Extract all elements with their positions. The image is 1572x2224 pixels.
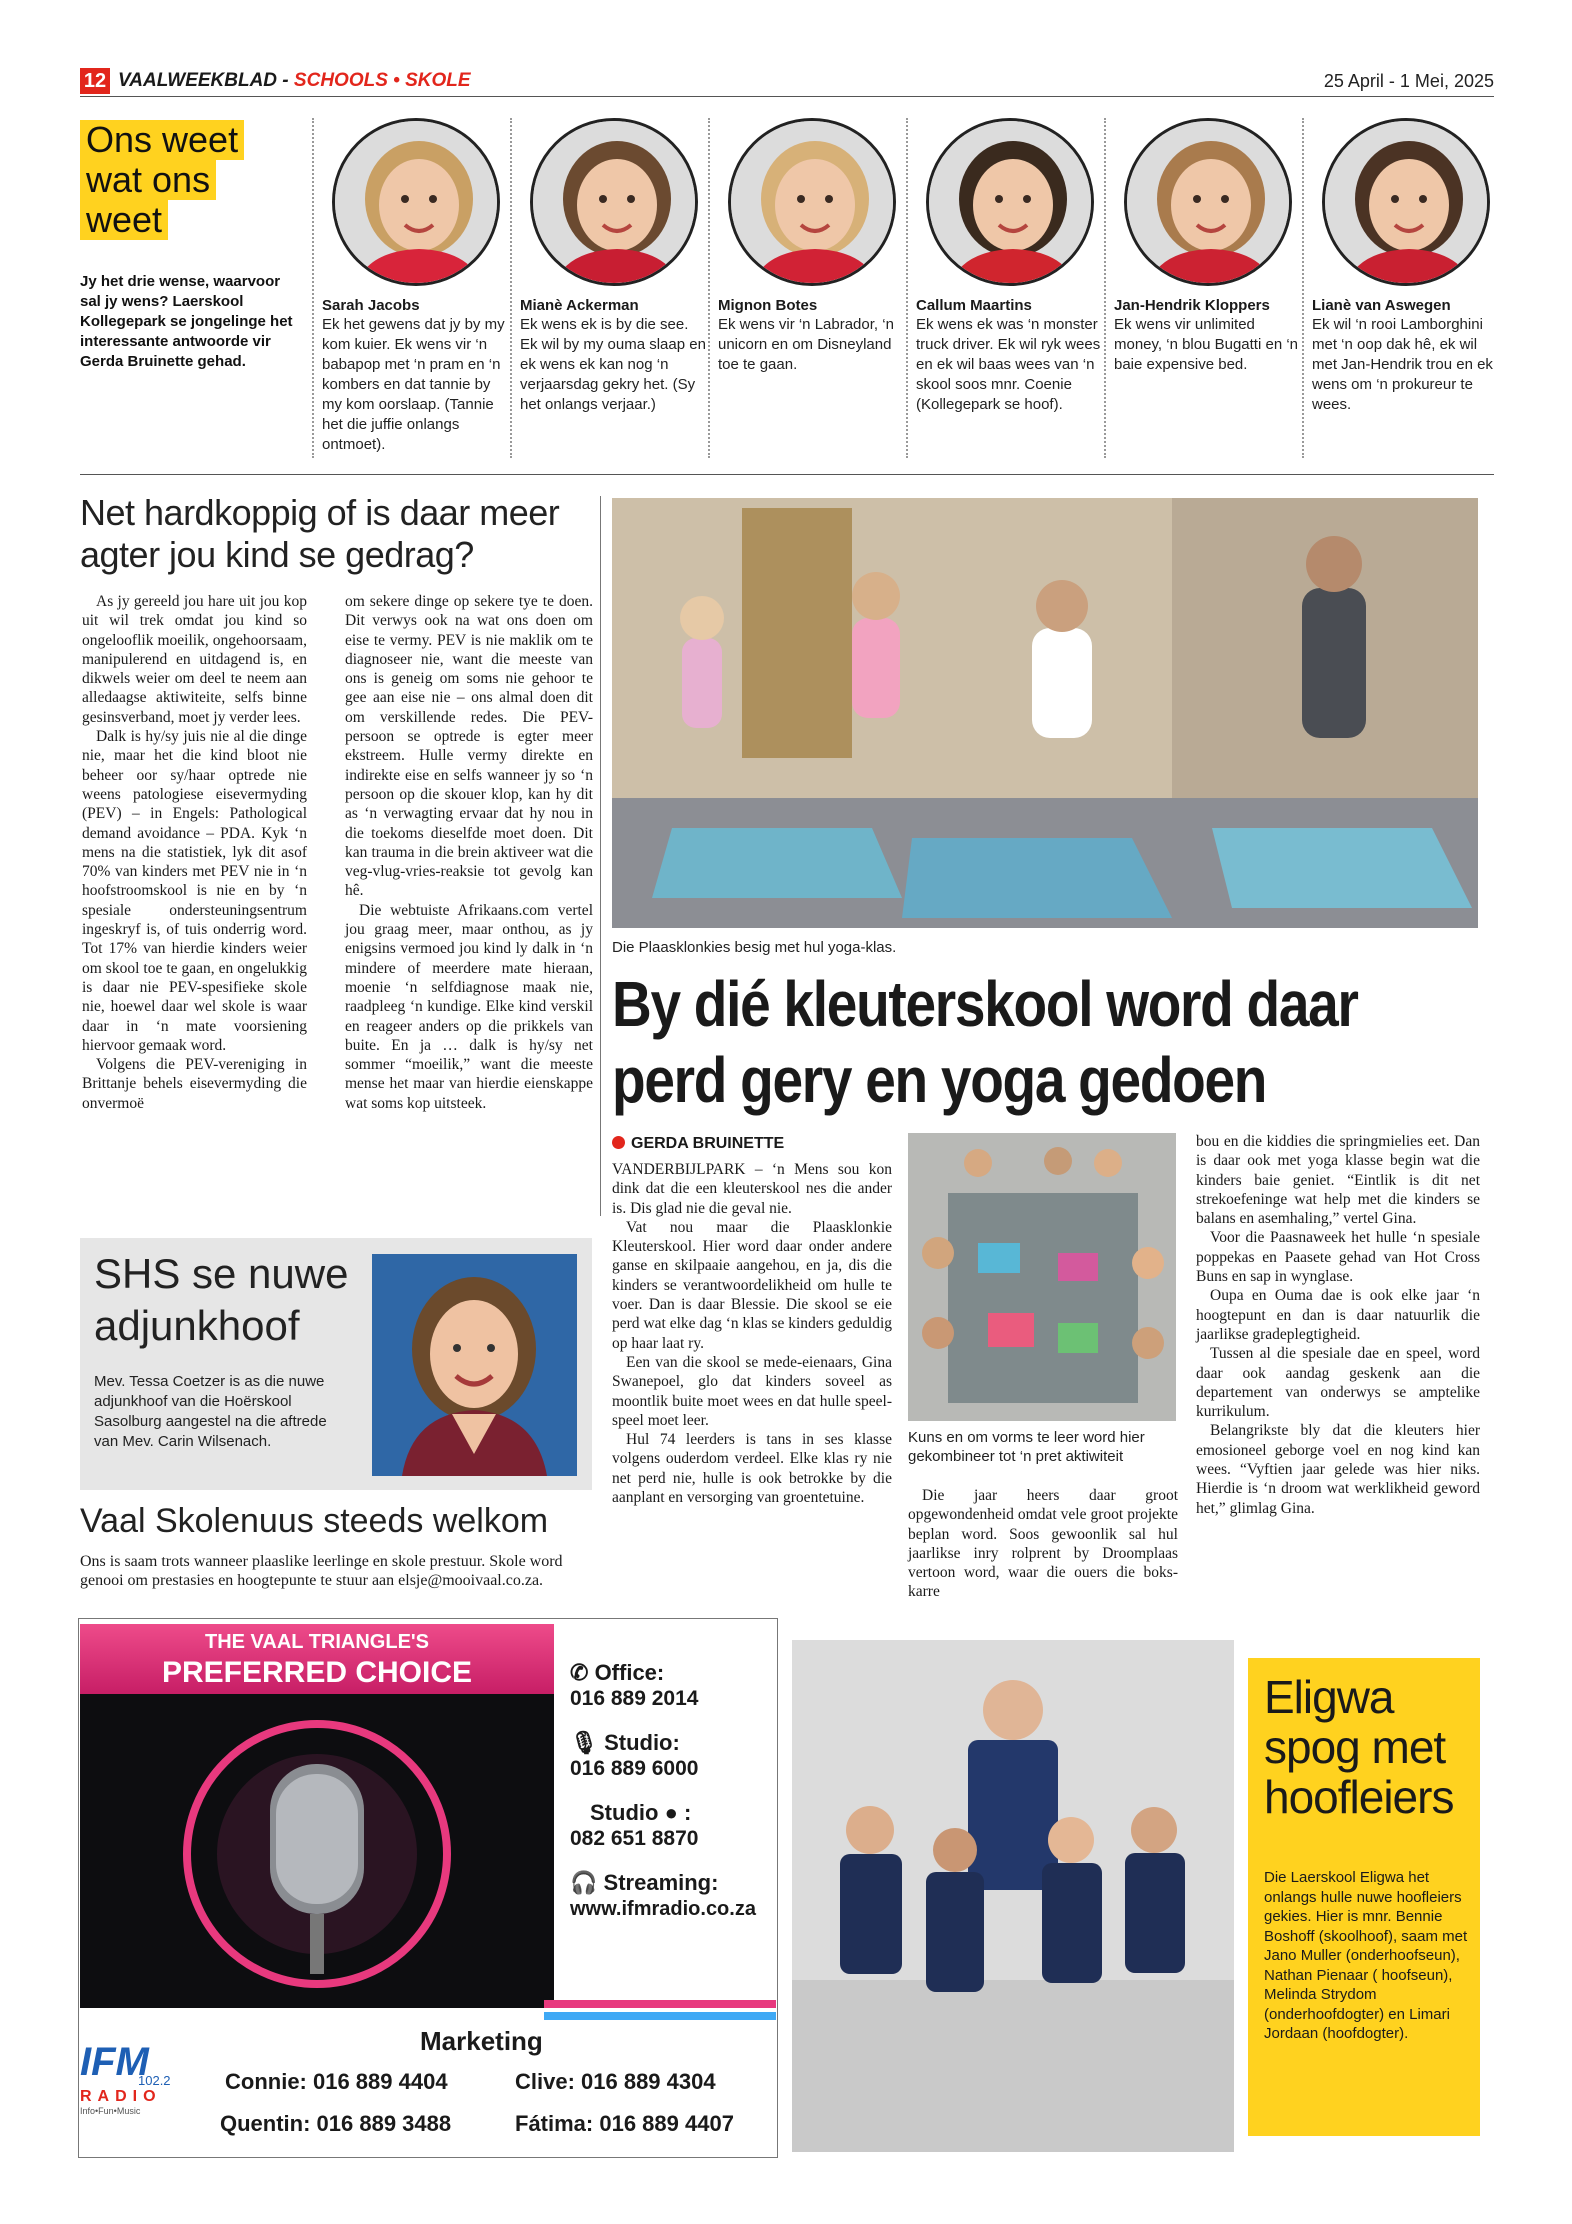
eligwa-leaders-photo: [792, 1640, 1234, 2152]
deputy-principal-photo: [372, 1254, 577, 1476]
advert-contacts: [570, 1660, 770, 1940]
office-label: [570, 1660, 770, 1686]
ons-weet-intro: Jy het drie wense, waarvoor sal jy wens? Laerskool Kollegepark se jongelinge het interessante antwoorde vir Gerda Bruinette gehad.: [80, 273, 293, 370]
art-class-photo: [908, 1133, 1176, 1421]
ifm-radio-logo: [80, 2040, 200, 2130]
streaming-label: [570, 1870, 770, 1896]
kid-name: Mianè Ackerman: [520, 297, 639, 314]
studio-whatsapp-label: Studio ● :: [590, 1800, 692, 1825]
kleuter-paragraph: Tussen al die spesiale dae en speel, word daar ook aandag geskenk aan die departement van onderwys se amptelike kurrikulum.: [1196, 1345, 1480, 1421]
microphone-icon: 🎙: [570, 1730, 598, 1755]
logo-tagline: Info•Fun•Music: [80, 2106, 141, 2116]
kid-wishes: Ek wens ek was ‘n monster truck driver. Ek wil ryk wees en ek wil baas wees van ‘n skool soos mnr. Coenie (Kollegepark se hoof).: [916, 316, 1101, 413]
pev-paragraph: om sekere dinge op sekere tye te doen. Dit verwys ook na wat ons doen om eise te vermy. PEV is nie maklik om te diagnoseer nie, want die meeste van ons is geneig om soms nie gehoor te gee aan eise nie – ons almal doen dit om verskillende redes. Die PEV-persoon se optrede is egter meer ekstreem. Hulle vermy direkte en indirekte eise en selfs wanneer jy so ‘n persoon op die skouer klop, kan hy dit as ‘n verwagting ervaar dat hy nou in die toekoms dieselfde moet doen. Dit kan trauma in die brein aktiveer wat die veg-vlug-vries-reaksie tot gevolg kan hê.: [345, 593, 593, 900]
kleuter-paragraph: Hul 74 leerders is tans in ses klasse volgens ouderdom verdeel. Elke klas ry nie net perd nie, hulle is ook betrokke by die aanplant en versorging van groentetuine.: [612, 1431, 892, 1507]
shs-title: SHS se nuwe adjunkhoof: [94, 1250, 349, 1349]
pev-paragraph: As jy gereeld jou hare uit jou kop uit wil trek omdat jou kind so ongelooflik moeilik, ongehoorsaam, manipulerend en uitdagend is, en dikwels weier om deel te neem aan alledaagse aktiwiteite, selfs binne gesinsverband, moet jy verder lees.: [82, 593, 307, 726]
studio-label-text: Studio:: [604, 1730, 680, 1755]
ons-weet-title-line: weet: [80, 200, 168, 240]
column-divider: [312, 118, 314, 458]
advert-banner-line: THE VAAL TRIANGLE'S: [204, 1631, 430, 1653]
section-rule: [80, 474, 1494, 475]
header-rule: [80, 96, 1494, 97]
studio-whatsapp-number: 082 651 8870: [570, 1827, 699, 1850]
kleuter-paragraph: Voor die Paasnaweek het hulle ‘n spesiale poppekas en Paasete gehad van Hot Cross Buns en sap in wynglase.: [1196, 1229, 1480, 1286]
kleuter-headline-line: By dié kleuterskool word daar: [612, 968, 1358, 1040]
advert-banner: [80, 1624, 554, 1694]
kid-portrait: [926, 118, 1094, 286]
yoga-illustration: [612, 498, 1478, 928]
byline: [612, 1134, 784, 1154]
logo-frequency: 102.2: [138, 2073, 171, 2088]
office-number: 016 889 2014: [570, 1687, 699, 1710]
pev-column-2: [345, 592, 593, 1113]
advert-pink-stripe: [544, 2000, 776, 2008]
office-label-text: Office:: [594, 1660, 665, 1685]
kid-answer: [520, 118, 708, 415]
pev-paragraph: Volgens die PEV-vereniging in Brittanje behels eisevermyding die onvermoë: [82, 1056, 307, 1112]
kleuter-paragraph: VANDERBIJLPARK – ‘n Mens sou kon dink dat die een kleuterskool nes die ander is. Dis glad nie die geval nie.: [612, 1161, 892, 1217]
kid-name: Lianè van Aswegen: [1312, 297, 1451, 314]
kid-wishes: Ek wens ek is by die see. Ek wil by my ouma slaap en ek wens ek kan nog ‘n verjaarsdag gekry het. (Sy het onlangs verjaar.): [520, 316, 706, 413]
kleuter-column-2: [908, 1486, 1178, 1602]
studio-label: [570, 1730, 770, 1756]
kleuter-column-3: [1196, 1132, 1480, 1518]
kid-portrait: [332, 118, 500, 286]
kid-portrait: [1124, 118, 1292, 286]
phone-icon: ✆: [570, 1660, 589, 1685]
eligwa-illustration: [792, 1640, 1234, 2152]
portrait-illustration: [372, 1254, 577, 1476]
vaal-news-text: Ons is saam trots wanneer plaaslike leerlinge en skole prestuur. Skole word genooi om prestasies en hoogtepunte te stuur aan elsje@mooivaal.co.za.: [80, 1553, 563, 1589]
ons-weet-title-line: Ons weet: [80, 120, 244, 160]
kid-name: Sarah Jacobs: [322, 297, 420, 314]
headphones-icon: 🎧: [570, 1870, 598, 1895]
column-divider: [906, 118, 908, 458]
kleuter-headline-line: perd gery en yoga gedoen: [612, 1044, 1267, 1116]
marketing-title: Marketing: [420, 2026, 543, 2056]
yoga-class-photo: [612, 498, 1478, 928]
kid-answer: [1312, 118, 1500, 415]
kleuter-paragraph: Een van die skool se mede-eienaars, Gina Swanepoel, glo dat kinders soveel as moontlik buite moet wees en dat hulle speel-speel moet leer.: [612, 1353, 892, 1429]
column-divider: [708, 118, 710, 458]
kleuter-paragraph: Oupa en Ouma dae is ook elke jaar ‘n hoogtepunt en dan is daar natuurlik die jaarlikse gradeplegtigheid.: [1196, 1287, 1480, 1343]
kid-portrait: [728, 118, 896, 286]
kid-name: Jan-Hendrik Kloppers: [1114, 297, 1270, 314]
column-divider: [1104, 118, 1106, 458]
kleuter-headline: [612, 966, 1369, 1118]
byline-dot-icon: [612, 1136, 625, 1149]
marketing-contact: Clive: 016 889 4304: [515, 2069, 716, 2094]
kleuter-column-1: [612, 1160, 892, 1507]
paper-name: VAALWEEKBLAD -: [118, 70, 289, 91]
art-class-illustration: [908, 1133, 1176, 1421]
marketing-contact: Connie: 016 889 4404: [225, 2069, 448, 2094]
yoga-photo-caption: Die Plaasklonkies besig met hul yoga-klas.: [612, 939, 897, 956]
kid-name: Callum Maartins: [916, 297, 1032, 314]
streaming-url: www.ifmradio.co.za: [570, 1898, 756, 1920]
kid-answer: [718, 118, 906, 375]
kleuter-paragraph: Die jaar heers daar groot opgewondenheid omdat vele groot projekte beplan word. Soos gewoonlik sal hul jaarlikse inry rolprent by Droomplaas vertoon word, waar die ouers die boks-karre: [908, 1487, 1178, 1601]
kid-portrait: [1322, 118, 1490, 286]
vaal-news-title: Vaal Skolenuus steeds welkom: [80, 1502, 549, 1540]
column-divider: [510, 118, 512, 458]
kid-wishes: Ek het gewens dat jy by my kom kuier. Ek wens vir ‘n babapop met ‘n pram en ‘n kombers en dat tannie by my kom oorslaap. (Tannie het die juffie onlangs ontmoet).: [322, 316, 505, 453]
eligwa-title: Eligwa spog met hoofleiers: [1264, 1671, 1454, 1823]
ons-weet-title: [80, 120, 252, 240]
column-divider: [1302, 118, 1304, 458]
kid-wishes: Ek wens vir unlimited money, ‘n blou Bugatti en ‘n baie expensive bed.: [1114, 316, 1299, 373]
pev-paragraph: Dalk is hy/sy juis nie al die dinge nie, maar het die kind bloot nie beheer oor sy/haar optrede nie weens patologiese eisevermyding (PEV) – in Engels: Pathological demand avoidance – PDA. Kyk ‘n mens na die statistiek, lyk dit asof 70% van kinders met PEV nie in ‘n hoofstroomskool is nie en by ‘n spesiale ondersteuningsentrum ingeskryf is, of tuis onderrig word. Tot 17% van hierdie kinders weier om skool toe te gaan, en ongelukkig is daar nie PEV-spesifieke skole nie, hoewel daar wel skole is waar daar in ‘n mate voorsiening hiervoor gemaak word.: [82, 728, 307, 1054]
kid-name: Mignon Botes: [718, 297, 818, 314]
article-divider: [600, 496, 601, 1216]
art-photo-caption: Kuns en om vorms te leer word hier gekombineer tot ‘n pret aktiwiteit: [908, 1429, 1145, 1465]
whatsapp-icon: ●: [664, 1800, 678, 1825]
kid-answer: [322, 118, 510, 455]
marketing-contact: Quentin: 016 889 3488: [220, 2111, 452, 2136]
kid-answer: [916, 118, 1104, 415]
studio-wa-label-text: Studio: [590, 1800, 659, 1825]
marketing-contact: Fátima: 016 889 4407: [515, 2111, 734, 2136]
pev-column-1: [82, 592, 307, 1113]
kleuter-paragraph: bou en die kiddies die springmielies eet. Dan is daar ook met yoga klasse begin wat die kinders baie geniet. “Eintlik is dit net strekoefeninge wat help met die kinders se balans en asemhaling,” vertel Gina.: [1196, 1133, 1480, 1228]
ons-weet-title-line: wat ons: [80, 160, 216, 200]
section-name: SCHOOLS • SKOLE: [293, 70, 471, 91]
kid-answer: [1114, 118, 1302, 375]
kid-portrait: [530, 118, 698, 286]
pev-headline: Net hardkoppig of is daar meer agter jou kind se gedrag?: [80, 492, 560, 575]
advert-blue-stripe: [544, 2012, 776, 2020]
kleuter-paragraph: Belangrikste bly dat die kleuters hier emosioneel geborge voel en nog kind kan wees. “Vyftien jaar gelede was hier niks. Hierdie is ‘n droom wat werklikheid geword het,” glimlag Gina.: [1196, 1422, 1480, 1517]
logo-radio: RADIO: [80, 2088, 162, 2105]
kleuter-paragraph: Vat nou maar die Plaasklonkie Kleuterskool. Hier word daar onder andere ganse en skilpaaie aangehou, en ja, dis die kinders se verantwoordelikheid om hulle te voer. Dan is daar Blessie. Die skool se eie perd wat elke dag ‘n klas se kinders geduldig op haar laat ry.: [612, 1218, 892, 1352]
studio-number: 016 889 6000: [570, 1757, 699, 1780]
page-number: 12: [80, 68, 110, 94]
eligwa-caption: Die Laerskool Eligwa het onlangs hulle nuwe hoofleiers gekies. Hier is mnr. Bennie Boshoff (skoolhoof), saam met Jano Muller (onderhoofseun), Nathan Pienaar ( hoofseun), Melinda Strydom (onderhoofdogter) en Limari Jordaan (hoofdogter).: [1264, 1869, 1468, 2042]
streaming-label-text: Streaming:: [603, 1870, 719, 1895]
kid-wishes: Ek wens vir ‘n Labrador, ‘n unicorn en om Disneyland toe te gaan.: [718, 316, 894, 373]
kid-wishes: Ek wil ‘n rooi Lamborghini met ‘n oop dak hê, ek wil met Jan-Hendrik trou en ek wens om ‘n prokureur te wees.: [1312, 316, 1493, 413]
advert-banner-line: PREFERRED CHOICE: [161, 1656, 473, 1689]
masthead: [118, 68, 471, 94]
issue-date: 25 April - 1 Mei, 2025: [1323, 71, 1494, 91]
pev-paragraph: Die webtuiste Afrikaans.com vertel jou graag meer, maar onthou, as jy enigsins vermoed jou kind ly dalk in ‘n mindere of meerdere mate hieraan, moenie ‘n selfdiagnose maak nie, raadpleeg ‘n kundige. Elke kind verskil en reageer anders op die prikkels van buite. En ja … dalk is hy/sy net sommer “moeilik,” want die meeste mense het maar van hierdie eienskappe wat soms kop uitsteek.: [345, 901, 593, 1112]
byline-author: GERDA BRUINETTE: [631, 1135, 785, 1152]
logo-ifm: IFM: [80, 2040, 149, 2084]
shs-caption: Mev. Tessa Coetzer is as die nuwe adjunkhoof van die Hoërskool Sasolburg aangestel na die aftrede van Mev. Carin Wilsenach.: [94, 1373, 327, 1450]
